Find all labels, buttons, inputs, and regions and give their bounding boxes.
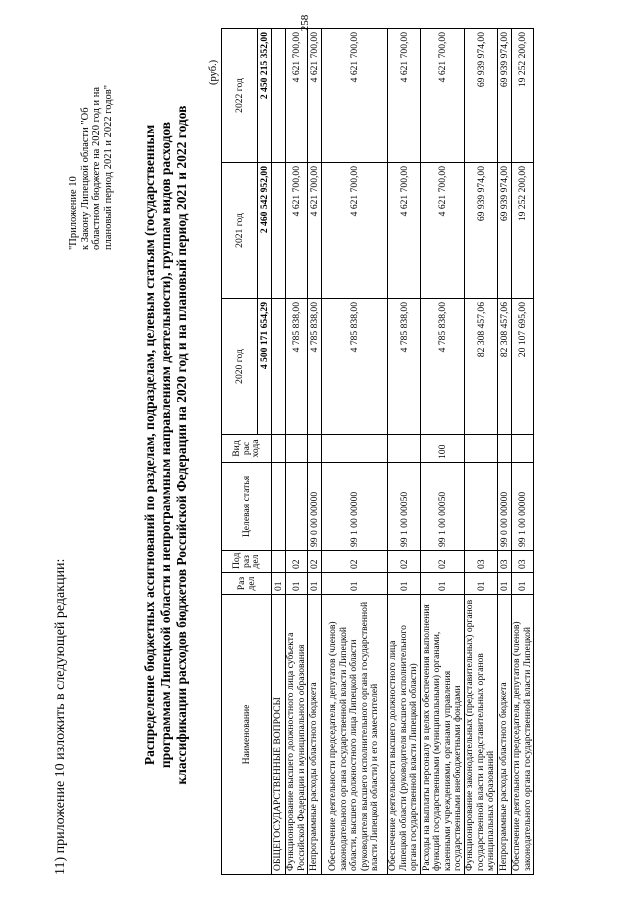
cell-2020: 4 785 838,00 bbox=[388, 299, 421, 435]
cell-podrazdel: 03 bbox=[465, 551, 498, 573]
cell-target bbox=[286, 463, 308, 551]
table-row bbox=[498, 29, 512, 875]
cell-razdel: 01 bbox=[512, 573, 534, 595]
cell-podrazdel: 03 bbox=[498, 551, 512, 573]
cell-2020: 4 785 838,00 bbox=[308, 299, 322, 435]
cell-name: Функционирование законодательных (представительных) органов государственной власти и представительных органов муниципальных образований bbox=[465, 595, 498, 875]
page-number: 258 bbox=[299, 14, 311, 32]
cell-name: Обеспечение деятельности председателя, депутатов (членов) законодательного органа государственной власти Липецкой bbox=[512, 595, 534, 875]
cell-2020: 82 308 457,06 bbox=[498, 299, 512, 435]
table-row bbox=[272, 29, 286, 875]
column-header-podrazdel: Под раз дел bbox=[222, 551, 272, 573]
cell-razdel: 01 bbox=[308, 573, 322, 595]
cell-2021: 4 621 700,00 bbox=[322, 163, 388, 299]
appendix-reference bbox=[68, 30, 114, 250]
cell-podrazdel: 02 bbox=[322, 551, 388, 573]
title-line: классификации расходов бюджетов Российской Федерации на 2020 год и на плановый период 2021 и 2022 годов bbox=[174, 105, 189, 785]
column-header-2022: 2022 год bbox=[222, 29, 258, 163]
table-row bbox=[286, 29, 308, 875]
cell-podrazdel: 02 bbox=[286, 551, 308, 573]
title-line: Распределение бюджетных ассигнований по разделам, подразделам, целевым статьям (государственным bbox=[142, 124, 157, 766]
cell-name: Обеспечение деятельности председателя, депутатов (членов) законодательного органа государственной власти Липецкой области, высшего должностного лица Липецкой области (руководителя высшего исполнительного органа государственной власти Липецкой области) и его заместителей bbox=[322, 595, 388, 875]
cell-vid bbox=[465, 435, 498, 463]
cell-target: 99 1 00 00050 bbox=[421, 463, 465, 551]
cell-2021: 4 621 700,00 bbox=[286, 163, 308, 299]
table-row bbox=[388, 29, 421, 875]
cell-2021: 4 621 700,00 bbox=[421, 163, 465, 299]
cell-2021: 69 939 974,00 bbox=[465, 163, 498, 299]
cell-2022: 4 621 700,00 bbox=[286, 29, 308, 163]
cell-razdel: 01 bbox=[322, 573, 388, 595]
cell-vid bbox=[512, 435, 534, 463]
cell-2022: 69 939 974,00 bbox=[498, 29, 512, 163]
cell-podrazdel: 02 bbox=[421, 551, 465, 573]
cell-2020: 82 308 457,06 bbox=[465, 299, 498, 435]
column-header-vid: Вид рас хода bbox=[222, 435, 272, 463]
cell-vid: 100 bbox=[421, 435, 465, 463]
cell-2021: 69 939 974,00 bbox=[498, 163, 512, 299]
cell-2021: 19 252 200,00 bbox=[512, 163, 534, 299]
column-header-2021: 2021 год bbox=[222, 163, 258, 299]
table-row bbox=[308, 29, 322, 875]
cell-name: ОБЩЕГОСУДАРСТВЕННЫЕ ВОПРОСЫ bbox=[272, 595, 286, 875]
table-header-row bbox=[222, 29, 258, 875]
cell-name: Расходы на выплаты персоналу в целях обеспечения выполнения функций государственными (муниципальными) органами, казенными учреждениями, органами управления государственными внебюджетными фондами bbox=[421, 595, 465, 875]
cell-vid bbox=[388, 435, 421, 463]
cell-podrazdel bbox=[272, 551, 286, 573]
cell-2020: 4 785 838,00 bbox=[421, 299, 465, 435]
table-row bbox=[512, 29, 534, 875]
cell-target: 99 0 00 00000 bbox=[308, 463, 322, 551]
cell-razdel: 01 bbox=[498, 573, 512, 595]
cell-2020: 4 785 838,00 bbox=[286, 299, 308, 435]
appendix-line: "Приложение 10 bbox=[68, 176, 79, 250]
column-header-name: Наименование bbox=[222, 595, 272, 875]
cell-name: Обеспечение деятельности высшего должностного лица Липецкой области (руководителя высшего исполнительного органа государственной власти Липецкой области) bbox=[388, 595, 421, 875]
cell-2020: 20 107 695,00 bbox=[512, 299, 534, 435]
unit-label: (руб.) bbox=[208, 59, 219, 85]
cell-vid bbox=[286, 435, 308, 463]
cell-vid bbox=[498, 435, 512, 463]
cell-podrazdel: 02 bbox=[308, 551, 322, 573]
cell-2021: 4 621 700,00 bbox=[308, 163, 322, 299]
cell-2022 bbox=[272, 29, 286, 163]
cell-name: Функционирование высшего должностного лица субъекта Российской Федерации и муниципального образования bbox=[286, 595, 308, 875]
cell-razdel: 01 bbox=[465, 573, 498, 595]
cell-target bbox=[272, 463, 286, 551]
cell-target: 99 1 00 00050 bbox=[388, 463, 421, 551]
cell-vid bbox=[322, 435, 388, 463]
table-row bbox=[322, 29, 388, 875]
cell-target bbox=[465, 463, 498, 551]
cell-podrazdel: 03 bbox=[512, 551, 534, 573]
cell-vid bbox=[308, 435, 322, 463]
cell-2022: 4 621 700,00 bbox=[421, 29, 465, 163]
column-header-razdel: Раз дел bbox=[222, 573, 272, 595]
total-2020: 4 500 171 654,29 bbox=[258, 299, 272, 435]
cell-podrazdel: 02 bbox=[388, 551, 421, 573]
table-row bbox=[465, 29, 498, 875]
budget-table bbox=[221, 28, 534, 875]
total-2022: 2 450 215 352,00 bbox=[258, 29, 272, 163]
column-header-target: Целевая статья bbox=[222, 463, 272, 551]
total-2021: 2 460 542 952,00 bbox=[258, 163, 272, 299]
cell-razdel: 01 bbox=[272, 573, 286, 595]
cell-2022: 4 621 700,00 bbox=[388, 29, 421, 163]
appendix-line: плановый период 2021 и 2022 годов" bbox=[102, 84, 114, 250]
cell-name: Непрограммные расходы областного бюджета bbox=[308, 595, 322, 875]
cell-2022: 4 621 700,00 bbox=[308, 29, 322, 163]
document-title bbox=[142, 45, 190, 845]
column-header-2020: 2020 год bbox=[222, 299, 258, 435]
cell-razdel: 01 bbox=[286, 573, 308, 595]
cell-2021: 4 621 700,00 bbox=[388, 163, 421, 299]
cell-target: 99 1 00 00000 bbox=[322, 463, 388, 551]
cell-target: 99 1 00 00000 bbox=[512, 463, 534, 551]
cell-name: Непрограммные расходы областного бюджета bbox=[498, 595, 512, 875]
table-row bbox=[421, 29, 465, 875]
cell-2022: 4 621 700,00 bbox=[322, 29, 388, 163]
appendix-line: областном бюджете на 2020 год и на bbox=[91, 86, 102, 250]
cell-2020 bbox=[272, 299, 286, 435]
cell-2022: 19 252 200,00 bbox=[512, 29, 534, 163]
cell-razdel: 01 bbox=[421, 573, 465, 595]
appendix-line: к Закону Липецкой области "Об bbox=[79, 107, 91, 250]
cell-2022: 69 939 974,00 bbox=[465, 29, 498, 163]
cell-2021 bbox=[272, 163, 286, 299]
cell-target: 99 0 00 00000 bbox=[498, 463, 512, 551]
cell-2020: 4 785 838,00 bbox=[322, 299, 388, 435]
intro-text: 11) приложение 10 изложить в следующей редакции: bbox=[53, 558, 68, 875]
cell-vid bbox=[272, 435, 286, 463]
title-line: программам Липецкой области и непрограммным направлениям деятельности), группам видов расходов bbox=[158, 121, 173, 769]
cell-razdel: 01 bbox=[388, 573, 421, 595]
